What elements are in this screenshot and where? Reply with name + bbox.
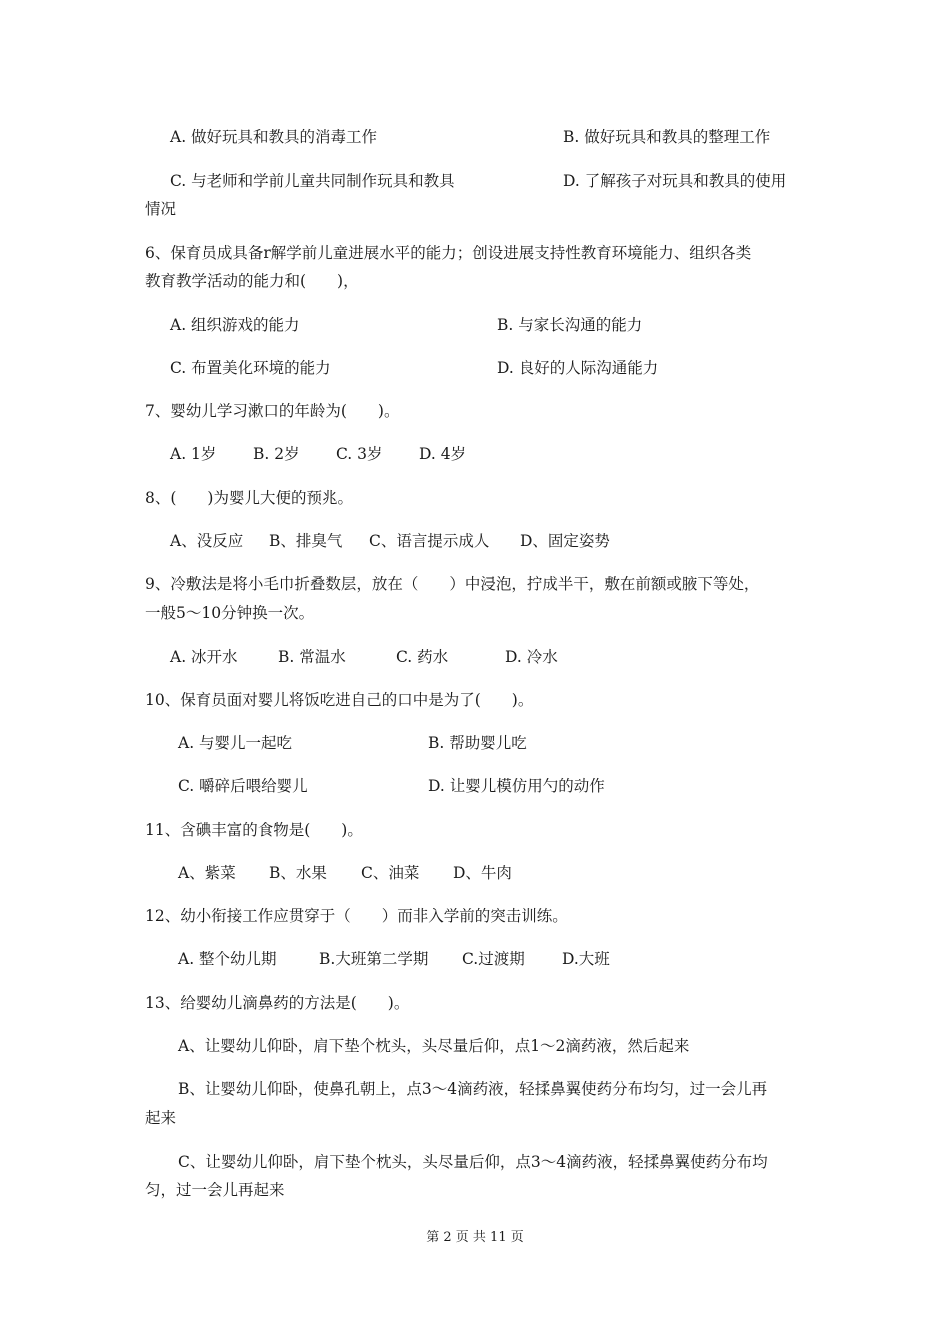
q10-stem: 10、保育员面对婴儿将饭吃进自己的口中是为了( )。 bbox=[145, 691, 534, 709]
q9-option-b: B. 常温水 bbox=[278, 648, 346, 666]
q7-option-d: D. 4岁 bbox=[419, 445, 467, 463]
q12-option-a: A. 整个幼儿期 bbox=[178, 950, 277, 968]
q8-stem: 8、( )为婴儿大便的预兆。 bbox=[145, 489, 353, 507]
q6-stem-line1: 6、保育员成具备r解学前儿童进展水平的能力；创设进展支持性教育环境能力、组织各类 bbox=[145, 244, 752, 262]
q13-stem: 13、给婴幼儿滴鼻药的方法是( )。 bbox=[145, 994, 410, 1012]
q5-option-c: C. 与老师和学前儿童共同制作玩具和教具 bbox=[170, 172, 455, 190]
q10-option-c: C. 嚼碎后喂给婴儿 bbox=[178, 777, 308, 795]
q13-option-c-line1: C、让婴幼儿仰卧，肩下垫个枕头，头尽量后仰，点3～4滴药液，轻揉鼻翼使药分布均 bbox=[178, 1153, 768, 1171]
q11-option-c: C、油菜 bbox=[361, 864, 420, 882]
q13-option-b-line2: 起来 bbox=[145, 1109, 177, 1127]
q11-option-b: B、水果 bbox=[269, 864, 327, 882]
q9-option-c: C. 药水 bbox=[396, 648, 449, 666]
q7-option-c: C. 3岁 bbox=[336, 445, 383, 463]
q11-option-d: D、牛肉 bbox=[453, 864, 512, 882]
q6-stem-line2: 教育教学活动的能力和( )， bbox=[145, 272, 359, 290]
q12-option-d: D.大班 bbox=[562, 950, 610, 968]
q5-option-b: B. 做好玩具和教具的整理工作 bbox=[563, 128, 771, 146]
q9-option-d: D. 冷水 bbox=[505, 648, 558, 666]
q13-option-c-line2: 匀，过一会儿再起来 bbox=[145, 1181, 285, 1199]
q13-option-a: A、让婴幼儿仰卧，肩下垫个枕头，头尽量后仰，点1～2滴药液，然后起来 bbox=[178, 1037, 690, 1055]
q9-stem-line2: 一般5～10分钟换一次。 bbox=[145, 604, 315, 622]
q7-option-b: B. 2岁 bbox=[253, 445, 300, 463]
q6-option-d: D. 良好的人际沟通能力 bbox=[497, 359, 659, 377]
page-number: 第 2 页 共 11 页 bbox=[426, 1230, 524, 1245]
q11-option-a: A、紫菜 bbox=[178, 864, 236, 882]
q8-option-b: B、排臭气 bbox=[269, 532, 343, 550]
q10-option-a: A. 与婴儿一起吃 bbox=[178, 734, 293, 752]
q6-option-c: C. 布置美化环境的能力 bbox=[170, 359, 331, 377]
q8-option-a: A、没反应 bbox=[170, 532, 244, 550]
q13-option-b-line1: B、让婴幼儿仰卧，使鼻孔朝上，点3～4滴药液，轻揉鼻翼使药分布均匀，过一会儿再 bbox=[178, 1080, 768, 1098]
q6-option-b: B. 与家长沟通的能力 bbox=[497, 316, 643, 334]
q8-option-d: D、固定姿势 bbox=[520, 532, 610, 550]
q9-stem-line1: 9、冷敷法是将小毛巾折叠数层，放在（ ）中浸泡，拧成半干，敷在前额或腋下等处， bbox=[145, 575, 760, 593]
q7-option-a: A. 1岁 bbox=[170, 445, 217, 463]
q12-stem: 12、幼小衔接工作应贯穿于（ ）而非入学前的突击训练。 bbox=[145, 907, 568, 925]
q6-option-a: A. 组织游戏的能力 bbox=[170, 316, 300, 334]
q11-stem: 11、含碘丰富的食物是( )。 bbox=[145, 821, 363, 839]
q5-option-a: A. 做好玩具和教具的消毒工作 bbox=[170, 128, 378, 146]
q10-option-b: B. 帮助婴儿吃 bbox=[428, 734, 527, 752]
q5-option-d-continuation: 情况 bbox=[145, 200, 177, 218]
q8-option-c: C、语言提示成人 bbox=[369, 532, 490, 550]
q12-option-b: B.大班第二学期 bbox=[319, 950, 429, 968]
q10-option-d: D. 让婴儿模仿用勺的动作 bbox=[428, 777, 605, 795]
q9-option-a: A. 冰开水 bbox=[170, 648, 238, 666]
q12-option-c: C.过渡期 bbox=[462, 950, 525, 968]
q7-stem: 7、婴幼儿学习漱口的年龄为( )。 bbox=[145, 402, 400, 420]
q5-option-d: D. 了解孩子对玩具和教具的使用 bbox=[563, 172, 787, 190]
